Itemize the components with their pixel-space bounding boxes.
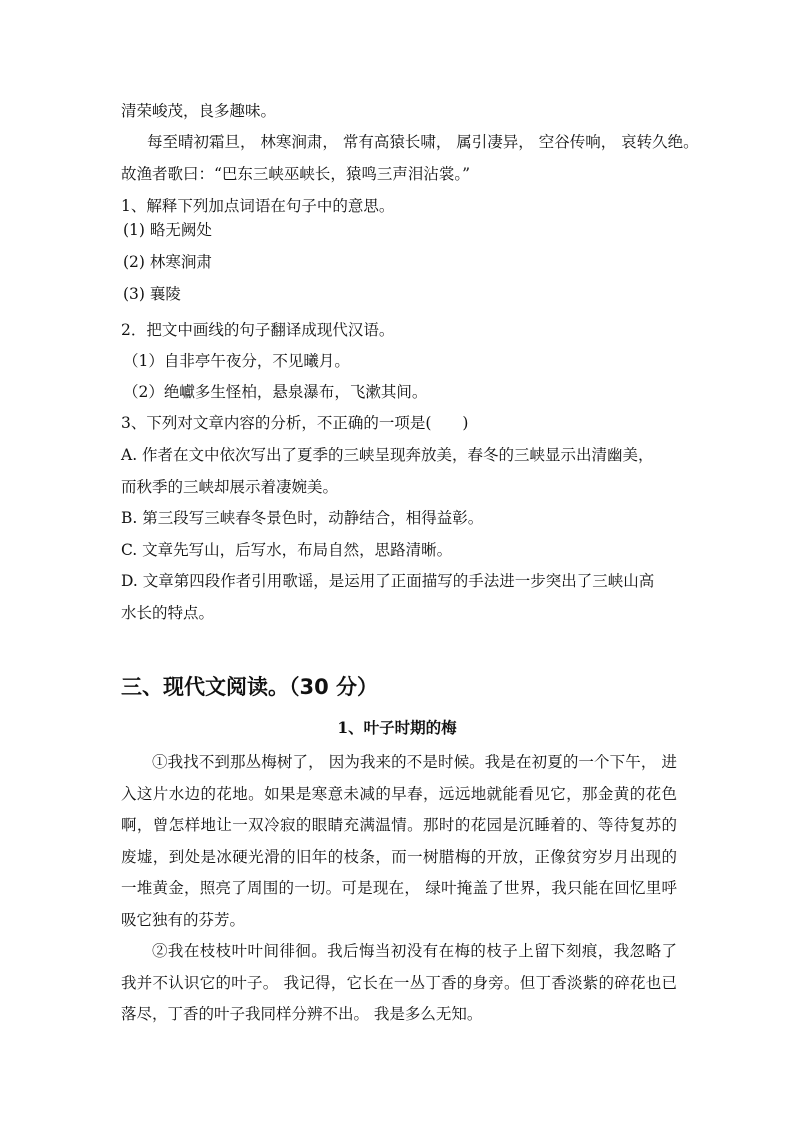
question-2-item-1: （1）自非亭午夜分，不见曦月。 bbox=[123, 352, 350, 370]
option-a-line-2: 而秋季的三峡却展示着凄婉美。 bbox=[121, 478, 339, 496]
question-3-prompt: 3、下列对文章内容的分析，不正确的一项是( ) bbox=[121, 414, 469, 432]
section-heading: 三、现代文阅读。（30 分） bbox=[121, 675, 379, 699]
option-b: B. 第三段写三峡春冬景色时，动静结合，相得益彰。 bbox=[121, 509, 484, 527]
option-d-line-2: 水长的特点。 bbox=[121, 604, 215, 622]
question-1-item-2: (2) 林寒涧肃 bbox=[123, 253, 212, 271]
question-1-item-3: (3) 襄陵 bbox=[123, 285, 181, 303]
passage-line-3: 故渔者歌曰：“巴东三峡巫峡长，猿鸣三声泪沾裳。” bbox=[121, 165, 471, 183]
question-2-prompt: 2．把文中画线的句子翻译成现代汉语。 bbox=[121, 321, 395, 339]
question-2-item-2: （2）绝巘多生怪柏，悬泉瀑布，飞漱其间。 bbox=[123, 383, 428, 401]
passage-line-2: 每至晴初霜旦， 林寒涧肃， 常有高猿长啸， 属引凄异， 空谷传响， 哀转久绝。 bbox=[147, 133, 699, 151]
article-paragraph-1: ①我找不到那丛梅树了， 因为我来的不是时候。我是在初夏的一个下午， 进入这片水边的花地。如果是寒意未减的早春，远远地就能看见它，那金黄的花色啊，曾怎样地让一双冷寂的眼睛充满温情。那时的花园是沉睡着的、等待复苏的废墟，到处是冰硬光滑的旧年的枝条，而一树腊梅的开放，正像贫穷岁月出现的一堆黄金，照亮了周围的一切。可是现在， 绿叶掩盖了世界，我只能在回忆里呼吸它独有的芬芳。 bbox=[121, 753, 677, 929]
article-title: 1、叶子时期的梅 bbox=[337, 718, 457, 737]
question-1-prompt: 1、解释下列加点词语在句子中的意思。 bbox=[121, 197, 395, 215]
option-c: C. 文章先写山，后写水，布局自然，思路清晰。 bbox=[121, 541, 453, 559]
passage-line-1: 清荣峻茂，良多趣味。 bbox=[121, 102, 277, 120]
question-1-item-1: (1) 略无阙处 bbox=[123, 221, 212, 239]
option-d-line-1: D. 文章第四段作者引用歌谣，是运用了正面描写的手法进一步突出了三峡山高 bbox=[121, 572, 655, 590]
option-a-line-1: A. 作者在文中依次写出了夏季的三峡呈现奔放美，春冬的三峡显示出清幽美， bbox=[121, 446, 654, 464]
article-paragraph-2: ②我在枝枝叶叶间徘徊。我后悔当初没有在梅的枝子上留下刻痕，我忽略了我并不认识它的叶子。 我记得，它长在一丛丁香的身旁。但丁香淡紫的碎花也已落尽，丁香的叶子我同样分辨不出。 我是多么无知。 bbox=[121, 942, 677, 1023]
